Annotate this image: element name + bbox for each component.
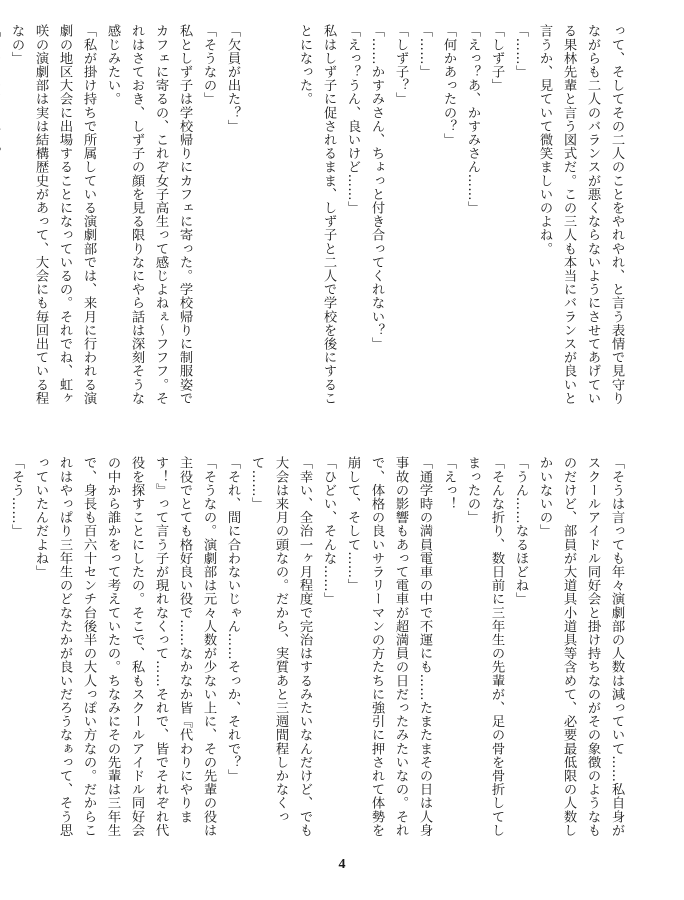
paragraph: 「何かあったの？」: [441, 24, 456, 147]
text-block-top: [9, 24, 628, 409]
paragraph: 「……」: [513, 24, 528, 79]
paragraph: 「うん……なるほどね」: [513, 456, 528, 606]
blank-line: [244, 24, 268, 409]
page-number: 4: [338, 857, 346, 872]
paragraph: 「しず子？」: [393, 24, 408, 106]
paragraph: 「……」: [417, 24, 432, 79]
paragraph: 「それ、間に合わないじゃん……そっか、それで？」: [225, 456, 240, 783]
paragraph: 「そうなの」: [201, 24, 216, 106]
paragraph: 「そうなの。演劇部は元々人数が少ない上に、その先輩の役は主役でとても格好良い役で……なかなか皆『代わりにやります！』って言う子が現れなくって……それで、皆でそれぞれ代役を探すことにしたの。そこで、私もスクールアイドル同好会の中から誰かをって考えていたの。ちなみにその先輩は三年生で、身長も百六十センチ台後半の大人っぽい方なの。だからこれはやっぱり三年生のどなたかが良いだろうなぁって、そう思っていたんだよね」: [33, 456, 216, 837]
paragraph: 「私が掛け持ちで所属している演劇部では、来月に行われる演劇の地区大会に出場することになっているの。それでね、虹ヶ咲の演劇部は実は結構歴史があって、大会にも毎回出ている程なの」: [9, 24, 96, 405]
paragraph: 「えっ？うん、良いけど……」: [345, 24, 360, 215]
paragraph: 「通学時の満員電車の中で不運にも……たまたまその日は人身事故の影響もあって電車が超満員の日だったみたいなの。それで、体格の良いサラリーマンの方たちに強引に押されて体勢を崩して、そして……」: [345, 456, 432, 837]
paragraph: 「えっ！: [441, 456, 456, 511]
text-block-bottom: [9, 456, 628, 841]
paragraph: 「そんな折り、数日前に三年生の先輩が、足の骨を骨折してしまったの」: [465, 456, 504, 837]
paragraph: 「そうは言っても年々演劇部の人数は減っていて……私自身がスクールアイドル同好会と掛け持ちなのがその象徴のようなものだけど、部員が大道具小道具等含めて、必要最低限の人数しかいないの」: [537, 456, 624, 837]
paragraph: って、そしてその二人のことをやれやれ、と言う表情で見守りながらも二人のバランスが悪くならないようにさせてあげている果林先輩と言う図式だ。この三人も本当にバランスが良いと言うか、見ていて微笑ましいのよね。: [537, 24, 624, 405]
paragraph: 「そう……」: [9, 456, 24, 538]
paragraph: 「しず子」: [489, 24, 504, 92]
blank-line: [268, 24, 292, 409]
paragraph: 「えっ？あ、かすみさん……」: [465, 24, 480, 215]
paragraph: 「ひどい、そんな……」: [321, 456, 336, 606]
paragraph: 「幸い、全治一ヶ月程度で完治はするみたいなんだけど、でも大会は来月の頭なの。だから、実質あと三週間程しかなくって……」: [249, 456, 312, 837]
paragraph: 「……かすみさん、ちょっと付き合ってくれない？」: [369, 24, 384, 351]
paragraph: 「欠員が出た？」: [225, 24, 240, 133]
paragraph: 私はしず子に促されるまま、しず子と二人で学校を後にすることになった。: [297, 24, 336, 405]
paragraph: [0, 24, 4, 409]
paragraph: 私としず子は学校帰りにカフェに寄った。学校帰りに制服姿でカフェに寄るの、これぞ女子高生って感じよねぇ～フフフ。それはさておき、しず子の顔を見る限りなにやら話は深刻そうな感じみたい。: [105, 24, 192, 405]
